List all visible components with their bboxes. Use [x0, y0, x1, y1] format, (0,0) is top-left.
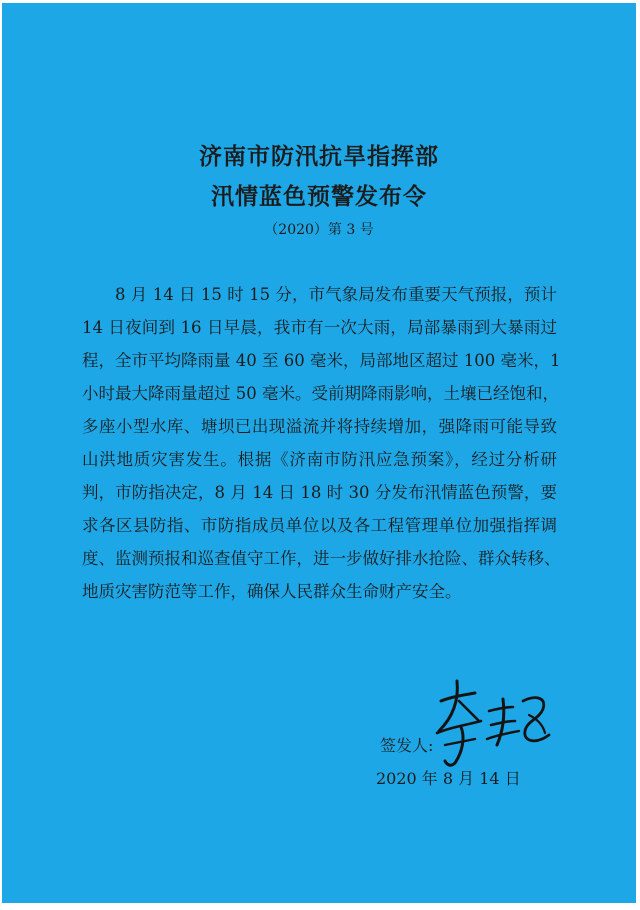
document-title-line2: 汛情蓝色预警发布令	[211, 183, 427, 210]
body-line: 多座小型水库、塘坝已出现溢流并将持续增加，强降雨可能导致	[82, 417, 557, 436]
body-line: 小时最大降雨量超过 50 毫米。受前期降雨影响，土壤已经饱和，	[82, 384, 559, 403]
handwritten-signature	[427, 671, 557, 771]
document-body	[82, 278, 561, 608]
document-title-line1: 济南市防汛抗旱指挥部	[199, 143, 439, 170]
signer-label: 签发人:	[380, 736, 434, 755]
body-line: 地质灾害防范等工作，确保人民群众生命财产安全。	[82, 582, 462, 601]
body-line: 求各区县防指、市防指成员单位以及各工程管理单位加强指挥调	[82, 516, 557, 535]
document-number: （2020）第 3 号	[264, 222, 374, 238]
body-line: 8 月 14 日 15 时 15 分，市气象局发布重要天气预报，预计	[115, 285, 557, 304]
body-line: 14 日夜间到 16 日早晨，我市有一次大雨，局部暴雨到大暴雨过	[82, 318, 557, 337]
body-line: 程，全市平均降雨量 40 至 60 毫米，局部地区超过 100 毫米，1	[82, 351, 561, 370]
body-line: 度、监测预报和巡查值守工作，进一步做好排水抢险、群众转移、	[82, 549, 561, 568]
document-date: 2020 年 8 月 14 日	[376, 769, 521, 788]
document-page	[2, 3, 636, 903]
body-line: 判，市防指决定，8 月 14 日 18 时 30 分发布汛情蓝色预警，要	[82, 483, 557, 502]
body-line: 山洪地质灾害发生。根据《济南市防汛应急预案》，经过分析研	[82, 450, 557, 469]
